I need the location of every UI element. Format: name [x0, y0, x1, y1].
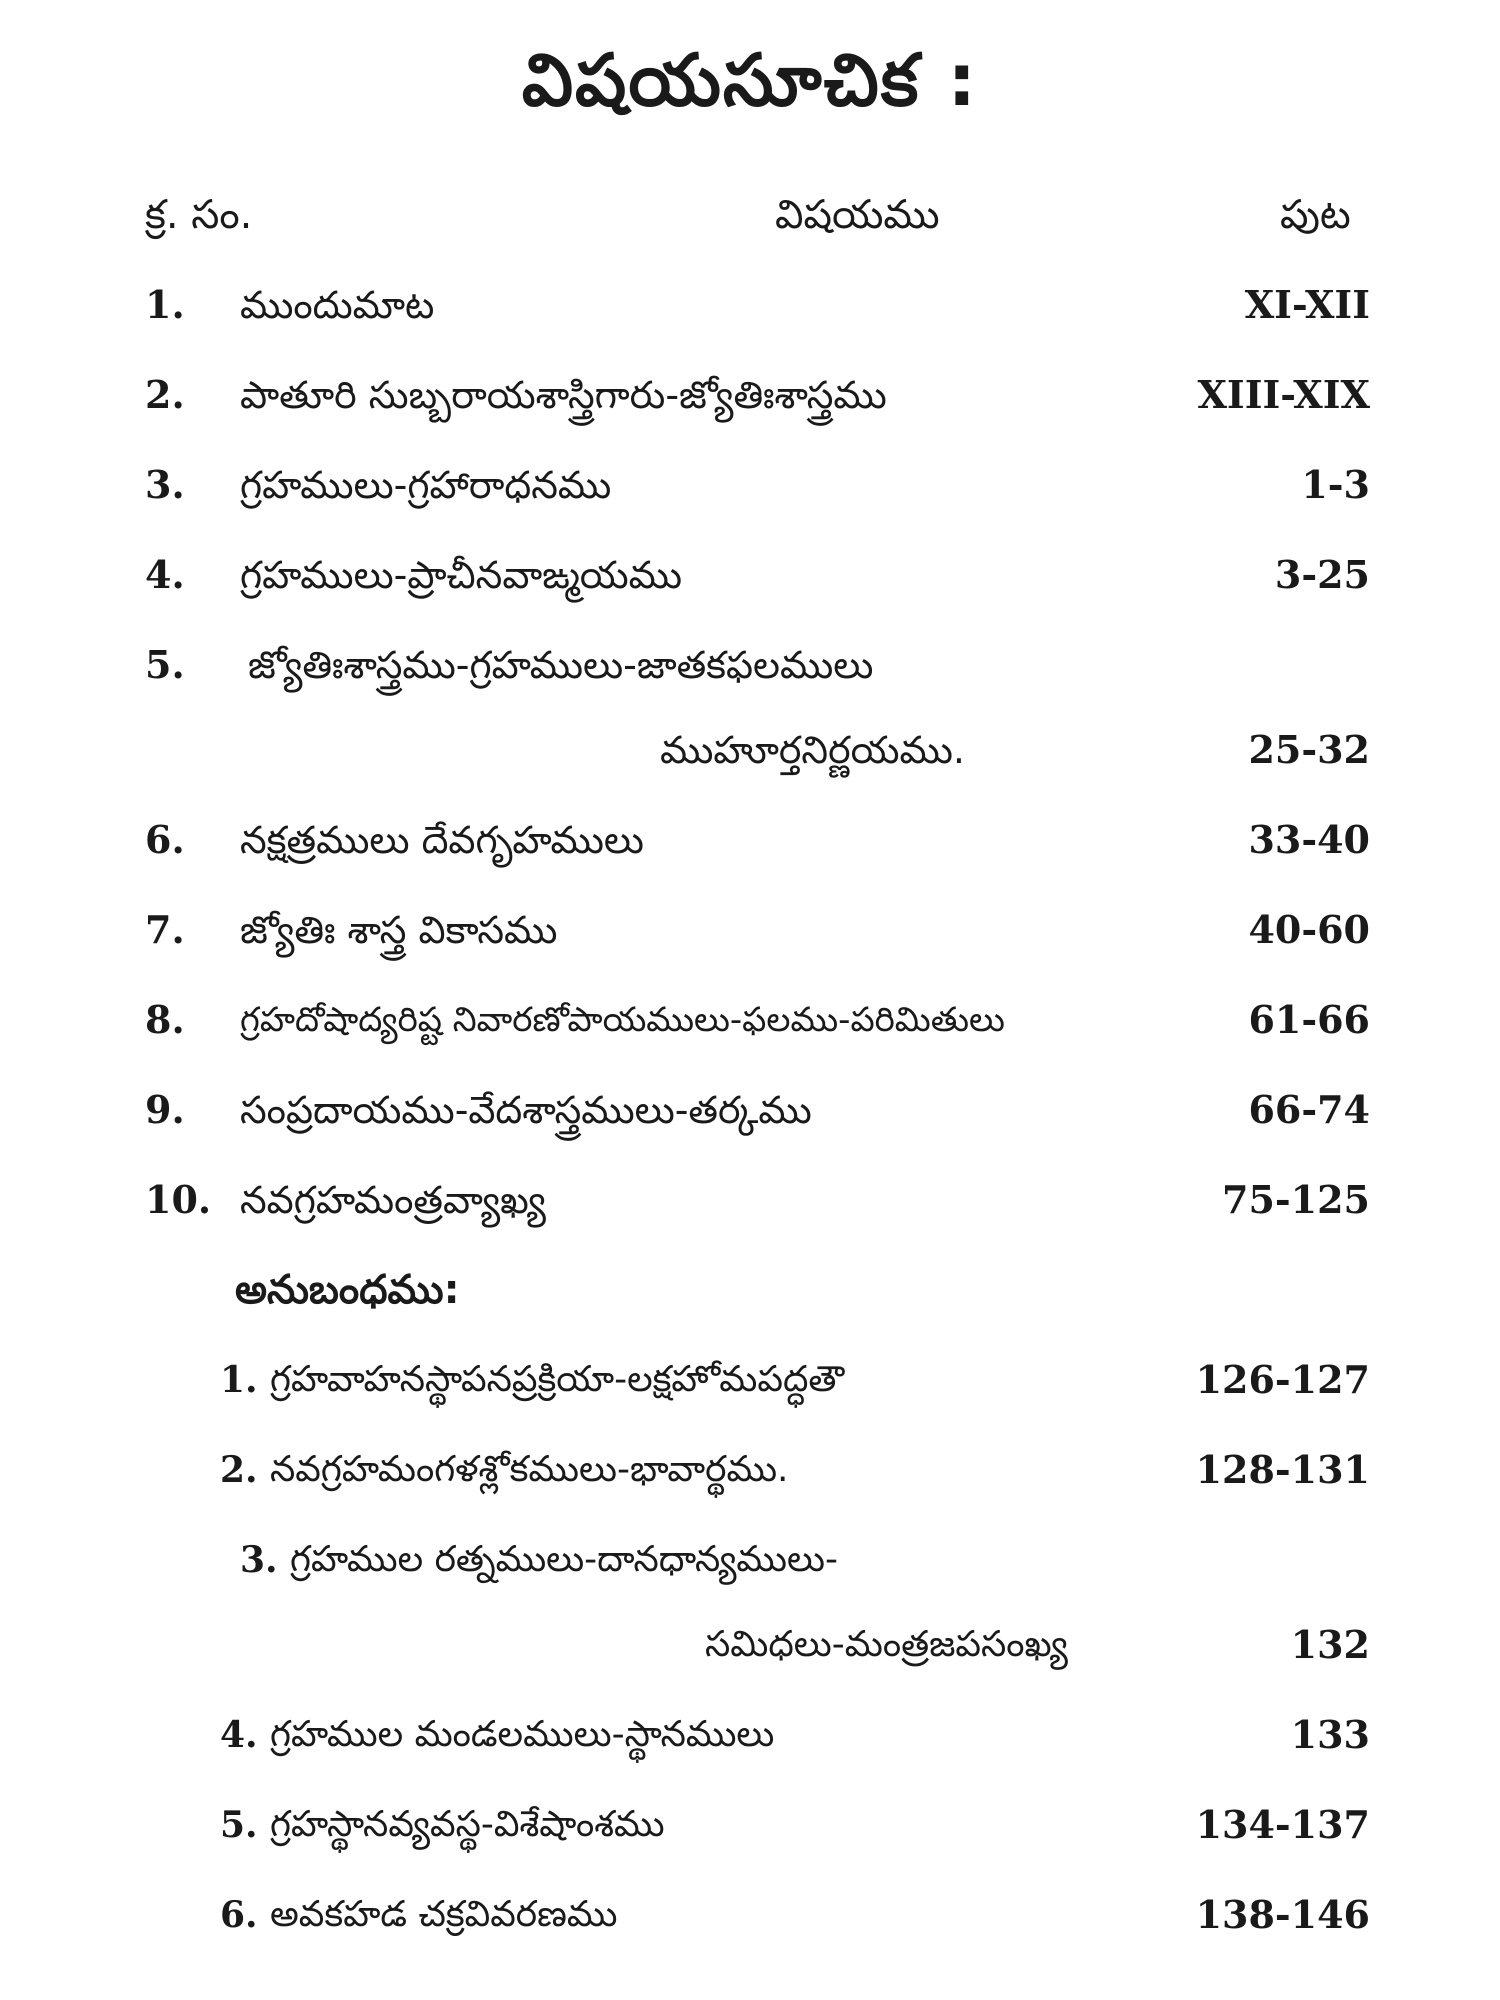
entry-title: నక్షత్రములు దేవగృహములు: [240, 818, 644, 862]
appendix-entry: [0, 1795, 1500, 1855]
toc-entry: [0, 545, 1500, 605]
appendix-entry: [0, 1705, 1500, 1765]
appendix-page: 133: [1290, 1712, 1370, 1757]
appendix-title: గ్రహస్థానవ్యవస్థ-విశేషాంశము: [270, 1804, 665, 1845]
entry-title: నవగ్రహమంత్రవ్యాఖ్య: [240, 1178, 546, 1222]
toc-entry: [0, 365, 1500, 425]
toc-entry: [0, 1170, 1500, 1230]
appendix-heading: అనుబంధము:: [235, 1267, 460, 1313]
appendix-number: 2.: [220, 1449, 258, 1491]
appendix-page: 132: [1290, 1622, 1370, 1667]
toc-entry: [0, 275, 1500, 335]
page-title: విషయసూచిక :: [521, 38, 979, 122]
entry-number: 5.: [145, 642, 185, 687]
entry-title: ముందుమాట: [240, 283, 435, 327]
entry-page: 25-32: [1248, 727, 1370, 772]
entry-page: 66-74: [1248, 1087, 1370, 1132]
entry-number: 3.: [145, 462, 185, 507]
appendix-number: 4.: [220, 1714, 258, 1756]
entry-number: 6.: [145, 817, 185, 862]
entry-title: పాతూరి సుబ్బరాయశాస్త్రిగారు-జ్యోతిఃశాస్త్రము: [240, 373, 887, 417]
entry-page: 75-125: [1222, 1177, 1370, 1222]
appendix-title: గ్రహముల రత్నములు-దానధాన్యములు-: [290, 1539, 838, 1580]
appendix-title: అవకహడ చక్రవివరణము: [270, 1894, 618, 1935]
entry-page: XIII-XIX: [1197, 372, 1370, 417]
entry-page: 40-60: [1248, 907, 1370, 952]
appendix-title: గ్రహముల మండలములు-స్థానములు: [270, 1714, 775, 1755]
entry-number: 9.: [145, 1087, 185, 1132]
entry-page: 33-40: [1248, 817, 1370, 862]
header-serial: క్ర. సం.: [145, 192, 253, 238]
appendix-heading-row: [0, 1260, 1500, 1320]
entry-number: 2.: [145, 372, 185, 417]
toc-entry-continuation: [0, 720, 1500, 780]
appendix-title: నవగ్రహమంగళశ్లోకములు-భావార్థము.: [270, 1449, 789, 1490]
appendix-entry: [0, 1885, 1500, 1945]
appendix-entry: [0, 1350, 1500, 1410]
appendix-title-continuation: సమిధలు-మంత్రజపసంఖ్య: [705, 1624, 1068, 1665]
appendix-page: 128-131: [1195, 1447, 1370, 1492]
header-page: పుట: [1280, 192, 1351, 238]
toc-entry: [0, 810, 1500, 870]
toc-entry: [0, 455, 1500, 515]
appendix-entry: [0, 1530, 1500, 1590]
appendix-number: 5.: [220, 1804, 258, 1846]
appendix-entry-continuation: [0, 1615, 1500, 1675]
entry-page: 61-66: [1248, 997, 1370, 1042]
entry-number: 4.: [145, 552, 185, 597]
entry-title: సంప్రదాయము-వేదశాస్త్రములు-తర్కము: [240, 1088, 812, 1132]
toc-entry: [0, 1080, 1500, 1140]
entry-number: 10.: [145, 1177, 212, 1222]
appendix-page: 138-146: [1195, 1892, 1370, 1937]
appendix-title: గ్రహవాహనస్థాపనప్రక్రియా-లక్షహోమపద్ధతౌ: [270, 1359, 845, 1400]
entry-title: గ్రహములు-గ్రహారాధనము: [240, 463, 612, 507]
entry-title: గ్రహదోషాద్యరిష్ట నివారణోపాయములు-ఫలము-పరిమితులు: [240, 1000, 1005, 1040]
appendix-entry: [0, 1440, 1500, 1500]
entry-title: జ్యోతిఃశాస్త్రము-గ్రహములు-జాతకఫలములు: [248, 643, 874, 687]
entry-number: 8.: [145, 997, 185, 1042]
entry-number: 1.: [145, 282, 185, 327]
appendix-page: 126-127: [1195, 1357, 1370, 1402]
appendix-number: 6.: [220, 1894, 258, 1936]
appendix-number: 1.: [220, 1359, 258, 1401]
entry-title: జ్యోతిః శాస్త్ర వికాసము: [240, 908, 558, 952]
entry-page: 3-25: [1274, 552, 1370, 597]
header-subject: విషయము: [775, 192, 940, 238]
entry-page: XI-XII: [1244, 282, 1370, 327]
appendix-number: 3.: [240, 1539, 278, 1581]
toc-entry: [0, 635, 1500, 695]
entry-page: 1-3: [1301, 462, 1370, 507]
entry-title-continuation: ముహూర్తనిర్ణయము.: [660, 728, 965, 772]
entry-title: గ్రహములు-ప్రాచీనవాఙ్మయము: [240, 553, 683, 597]
toc-entry: [0, 990, 1500, 1050]
appendix-page: 134-137: [1195, 1802, 1370, 1847]
entry-number: 7.: [145, 907, 185, 952]
toc-entry: [0, 900, 1500, 960]
